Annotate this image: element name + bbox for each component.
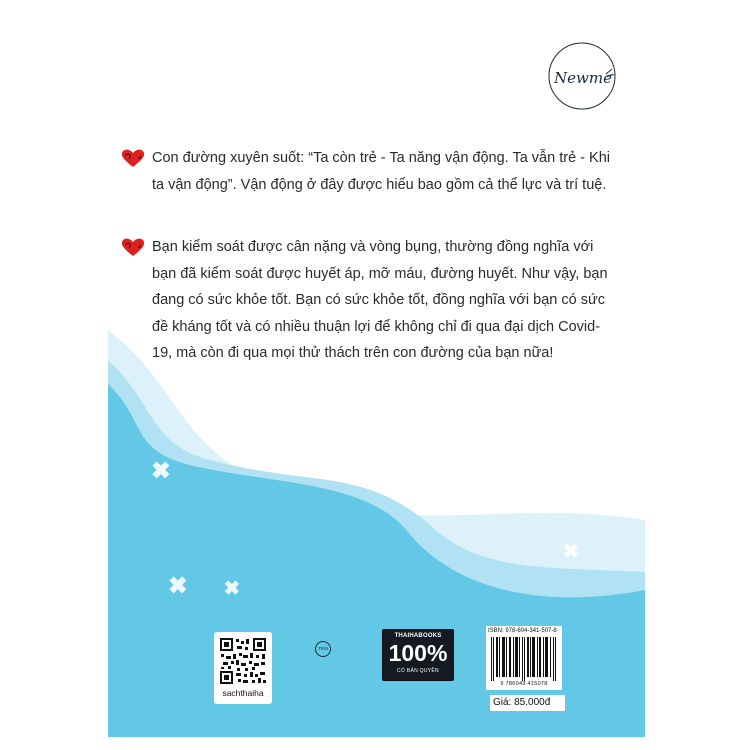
- paragraph-1-text: Con đường xuyên suốt: “Ta còn trẻ - Ta năng vận động. Ta vẫn trẻ - Khi ta vận động”. Vận động ở đây được hiểu bao gồm cả thể lực và trí tuệ.: [152, 150, 610, 193]
- qr-code[interactable]: [219, 637, 267, 685]
- price-tag: Giá: 85.000đ: [490, 695, 565, 711]
- paragraph-2: [152, 234, 612, 367]
- barcode-card: [486, 626, 562, 690]
- svg-text:Newme: Newme: [554, 69, 612, 87]
- barcode-number: 9 786043 415078: [500, 681, 548, 687]
- wave-background: [108, 12, 645, 737]
- stamp-brand: THAIHABOOKS: [394, 633, 442, 639]
- heart-icon: [120, 236, 146, 258]
- barcode: [490, 637, 558, 681]
- tem-seal: TEM: [315, 641, 331, 657]
- qr-label: sachthaiha: [222, 688, 264, 698]
- paragraph-1: [152, 145, 612, 198]
- book-back-cover: [108, 12, 645, 737]
- newme-logo: [544, 38, 620, 114]
- qr-code-card[interactable]: [214, 632, 272, 704]
- stamp-percent: 100%: [388, 640, 448, 666]
- stamp-subtitle: CÓ BẢN QUYỀN: [397, 668, 439, 674]
- heart-icon: [120, 147, 146, 169]
- isbn-text: ISBN: 978-604-341-507-8: [488, 628, 557, 634]
- copyright-stamp: [382, 629, 454, 681]
- paragraph-2-text: Bạn kiểm soát được cân nặng và vòng bụng, thường đồng nghĩa với bạn đã kiểm soát được huyết áp, mỡ máu, đường huyết. Như vậy, bạn đang có sức khỏe tốt. Bạn có sức khỏe tốt, đồng nghĩa với bạn có sức đề kháng tốt và có nhiều thuận lợi để không chỉ đi qua đại dịch Covid-19, mà còn đi qua mọi thử thách trên con đường của bạn nữa!: [152, 239, 608, 361]
